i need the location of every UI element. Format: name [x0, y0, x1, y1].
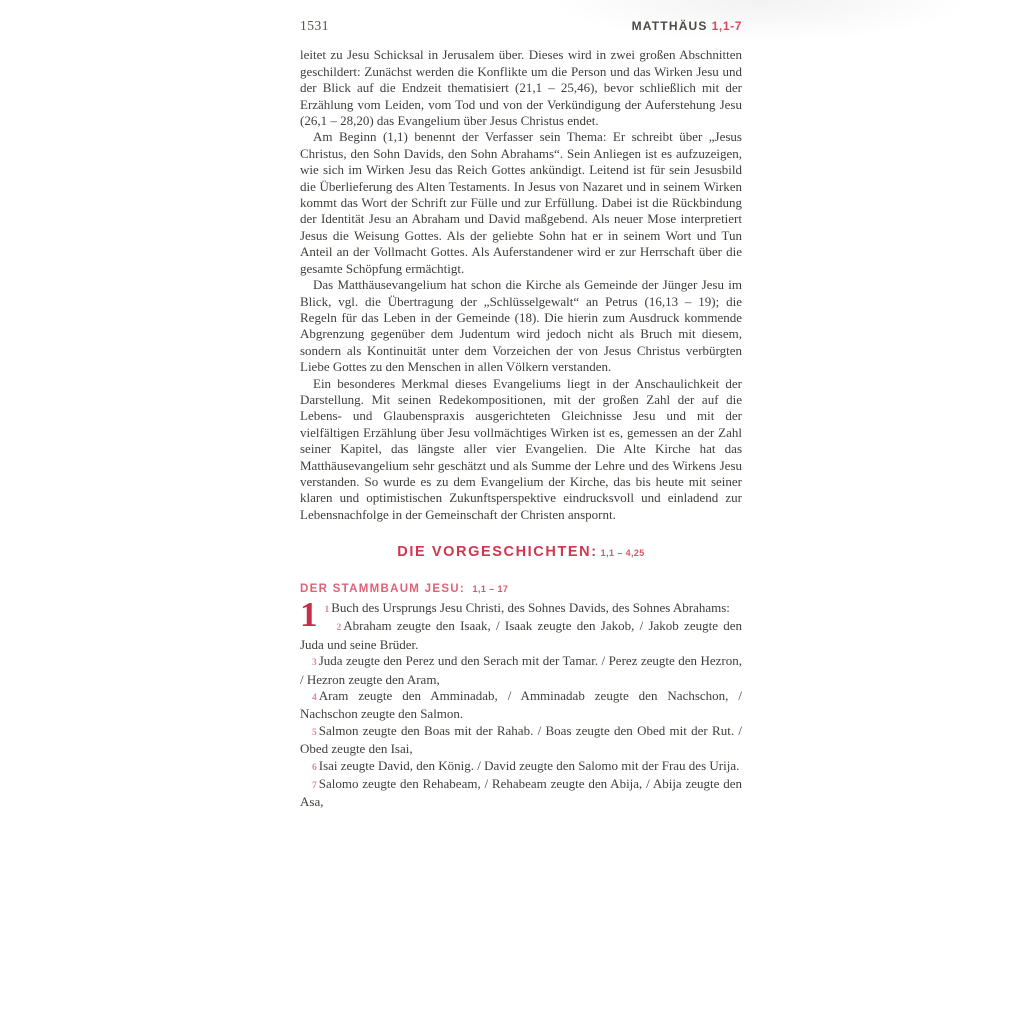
verse	[300, 776, 742, 811]
verse-text: Buch des Ursprungs Jesu Christi, des Sohnes Davids, des Sohnes Abrahams:	[331, 600, 730, 615]
verse	[300, 688, 742, 723]
section-heading-title: DIE VORGESCHICHTEN:	[397, 544, 598, 561]
verse-number: 3	[312, 658, 317, 669]
verse-text: Abraham zeugte den Isaak, / Isaak zeugte den Jakob, / Jakob zeugte den Juda und seine Brüder.	[300, 618, 742, 652]
verse-text: Aram zeugte den Amminadab, / Amminadab zeugte den Nachschon, / Nachschon zeugte den Salmon.	[300, 688, 742, 722]
intro-paragraph: Am Beginn (1,1) benennt der Verfasser sein Thema: Er schreibt über „Jesus Christus, den Sohn Davids, den Sohn Abrahams“. Sein Anliegen ist es aufzuzeigen, wie sich im Wirken Jesu das Reich Gottes ankündigt. Leitend ist für sein Jesusbild die Überlieferung des Alten Testaments. In Jesus von Nazaret und in seinem Wirken kommt das Wort der Schrift zur Fülle und zur Erfüllung. Dabei ist die Rückbindung der Identität Jesu an Abraham und David maßgebend. Als neuer Mose interpretiert Jesus die Weisung Gottes. Als der geliebte Sohn hat er in seinem Wort und Tun Anteil an der Vollmacht Gottes. Als Auferstandener wird er zur Herrschaft über die gesamte Schöpfung ermächtigt.	[300, 129, 742, 276]
verse-text: Juda zeugte den Perez und den Serach mit der Tamar. / Perez zeugte den Hezron, / Hezron zeugte den Aram,	[300, 653, 742, 687]
page-number: 1531	[300, 18, 329, 33]
verse	[300, 595, 742, 634]
subsection-heading-title: DER STAMMBAUM JESU:	[300, 582, 466, 595]
intro-paragraph: leitet zu Jesu Schicksal in Jerusalem über. Dieses wird in zwei großen Abschnitten geschildert: Zunächst werden die Konflikte um die Person und das Wirken Jesu und der Blick auf die Endzeit thematisiert (21,1 – 25,46), bevor schließlich mit der Erzählung vom Leiden, vom Tod und von der Verkündigung der Auferstehung Jesu (26,1 – 28,20) das Evangelium über Jesus Christus endet.	[300, 47, 742, 129]
verse	[300, 618, 742, 653]
book-name: MATTHÄUS	[631, 19, 708, 33]
verse-text: Salomo zeugte den Rehabeam, / Rehabeam zeugte den Abija, / Abija zeugte den Asa,	[300, 776, 742, 810]
verse-number: 1	[324, 605, 330, 615]
section-heading-reference: 1,1 – 4,25	[600, 548, 645, 559]
verse-text: Salmon zeugte den Boas mit der Rahab. / Boas zeugte den Obed mit der Rut. / Obed zeugte den Isai,	[300, 722, 742, 757]
intro-paragraph: Das Matthäusevangelium hat schon die Kirche als Gemeinde der Jünger Jesu im Blick, vgl. die Übertragung der „Schlüsselgewalt“ an Petrus (16,13 – 19); die Regeln für das Leben in der Gemeinde (18). Die hierin zum Ausdruck kommende Abgrenzung gegenüber dem Judentum wird jedoch nicht als Bruch mit diesem, sondern als Kontinuität unter dem Vorzeichen der von Jesus Christus verbürgten Liebe Gottes zu den Menschen in allen Völkern verstanden.	[300, 277, 742, 375]
verse-number: 7	[312, 781, 317, 792]
verse	[300, 758, 742, 776]
introduction-text	[300, 47, 742, 523]
subsection-heading-reference: 1,1 – 17	[472, 583, 509, 594]
verse	[300, 723, 742, 758]
verse-number: 2	[336, 623, 342, 634]
verse-text: Isai zeugte David, den König. / David zeugte den Salomo mit der Frau des Urija.	[318, 757, 740, 773]
page-content	[300, 18, 742, 811]
intro-paragraph: Ein besonderes Merkmal dieses Evangeliums liegt in der Anschaulichkeit der Darstellung. Mit seinen Redekompositionen, mit der großen Zahl der auf die Lebens- und Glaubenspraxis ausgerichteten Gleichnisse Jesu und mit der vielfältigen Erzählung über Jesu vollmächtiges Wirken ist es, gemessen an der Zahl seiner Kapitel, das längste aller vier Evangelien. Die Alte Kirche hat das Matthäusevangelium sehr geschätzt und als Summe der Lehre und des Wirkens Jesu verstanden. So wurde es zu dem Evangelium der Kirche, das bis heute mit seiner klaren und optimistischen Zukunftsperspektive eindrucksvoll und einladend zur Lebensnachfolge in der Gemeinschaft der Christen anspornt.	[300, 375, 742, 522]
verse-number: 4	[312, 693, 317, 704]
running-head-title	[632, 18, 742, 34]
running-head	[300, 18, 742, 34]
subsection-heading	[300, 581, 742, 597]
section-heading	[300, 544, 742, 561]
verse-number: 6	[312, 762, 317, 773]
verse-block	[300, 595, 742, 811]
chapter-dropcap: 1	[300, 595, 318, 634]
verse	[300, 653, 742, 688]
running-head-reference: 1,1-7	[711, 19, 742, 33]
verse-number: 5	[312, 727, 317, 738]
